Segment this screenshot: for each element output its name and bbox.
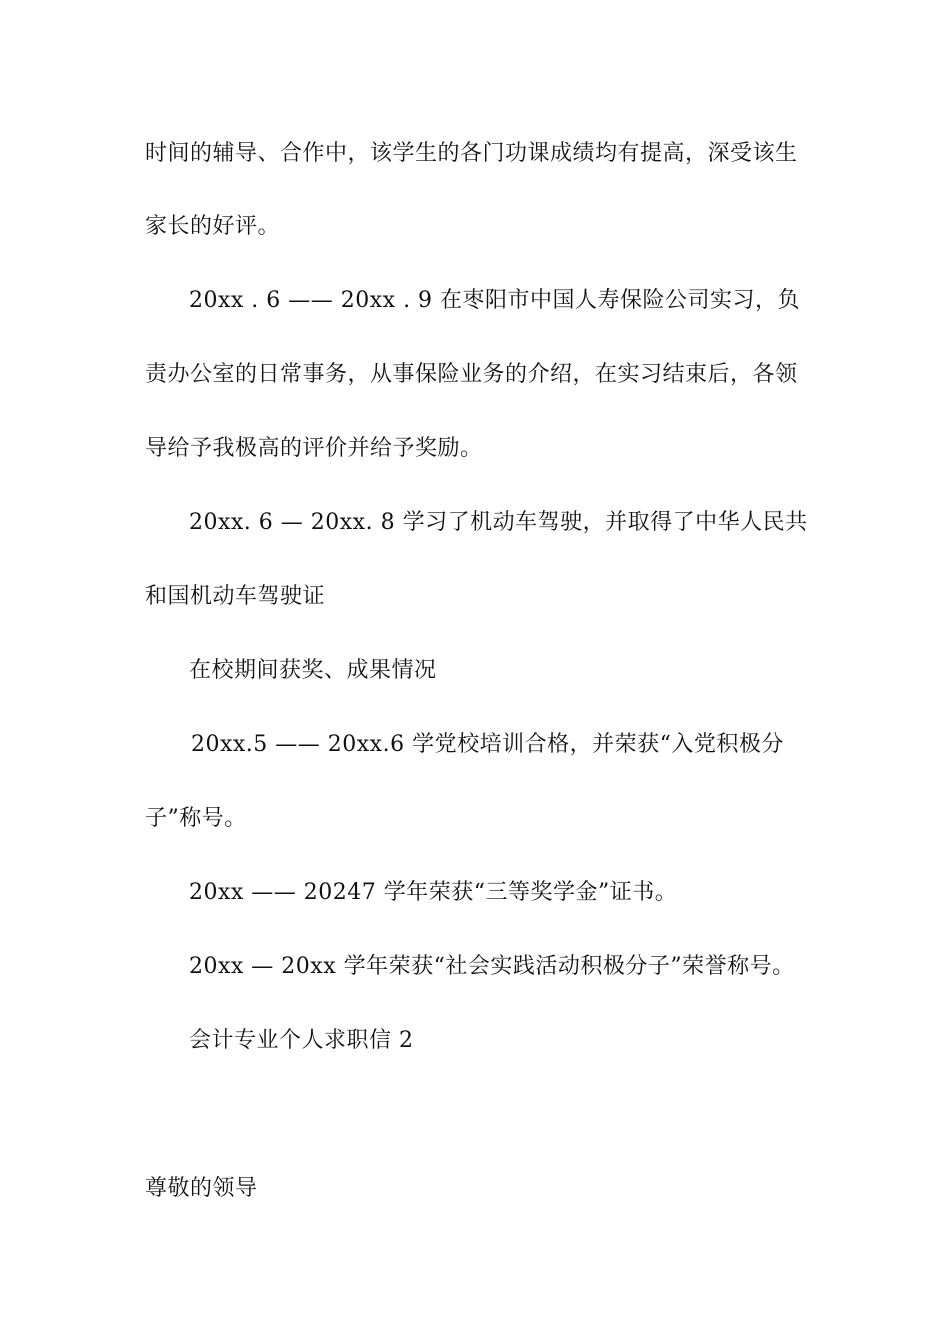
paragraph-line: 时间的辅导、合作中，该学生的各门功课成绩均有提高，深受该生 [145,141,798,166]
paragraph-line: 家长的好评。 [145,214,281,239]
paragraph-line: 20xx. 6 — 20xx. 8 学习了机动车驾驶，并取得了中华人民共 [189,510,808,535]
paragraph-line: 20xx —— 20247 学年荣获“三等奖学金”证书。 [189,880,678,905]
paragraph-line: 责办公室的日常事务，从事保险业务的介绍，在实习结束后，各领 [145,362,798,387]
paragraph-line: 导给予我极高的评价并给予奖励。 [145,436,483,461]
salutation: 尊敬的领导 [145,1176,258,1201]
paragraph-line: 20xx.5 —— 20xx.6 学党校培训合格，并荣获“入党积极分 [191,732,784,757]
paragraph-line: 和国机动车驾驶证 [145,584,326,609]
document-title: 会计专业个人求职信 2 [189,1028,414,1053]
section-heading: 在校期间获奖、成果情况 [189,658,437,683]
paragraph-line: 子”称号。 [145,806,247,831]
paragraph-line: 20xx . 6 —— 20xx . 9 在枣阳市中国人寿保险公司实习，负 [189,288,801,313]
paragraph-line: 20xx — 20xx 学年荣获“社会实践活动积极分子”荣誉称号。 [189,954,795,979]
